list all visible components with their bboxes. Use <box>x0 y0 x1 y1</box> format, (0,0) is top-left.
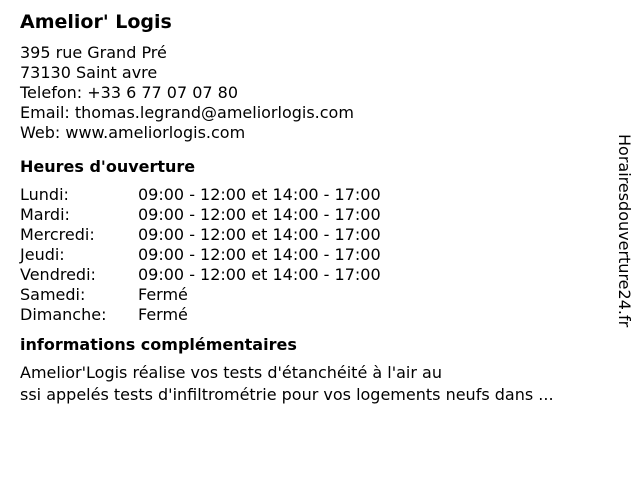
day-hours: 09:00 - 12:00 et 14:00 - 17:00 <box>138 225 381 244</box>
day-hours: Fermé <box>138 285 188 304</box>
site-watermark: Horairesdouverture24.fr <box>615 134 634 328</box>
day-label: Vendredi: <box>20 265 96 284</box>
day-hours: 09:00 - 12:00 et 14:00 - 17:00 <box>138 205 381 224</box>
street-address: 395 rue Grand Pré <box>20 43 167 62</box>
day-hours: 09:00 - 12:00 et 14:00 - 17:00 <box>138 185 381 204</box>
day-label: Samedi: <box>20 285 86 304</box>
hours-row-vendredi <box>20 265 610 285</box>
info-heading: informations complémentaires <box>20 335 297 354</box>
hours-row-mardi <box>20 205 610 225</box>
day-label: Mardi: <box>20 205 70 224</box>
day-hours: Fermé <box>138 305 188 324</box>
info-text-line-2: ssi appelés tests d'infiltrométrie pour vos logements neufs dans ... <box>20 385 554 404</box>
day-hours: 09:00 - 12:00 et 14:00 - 17:00 <box>138 265 381 284</box>
email-address: Email: thomas.legrand@ameliorlogis.com <box>20 103 354 122</box>
business-name: Amelior' Logis <box>20 11 172 33</box>
info-text-line-1: Amelior'Logis réalise vos tests d'étanchéité à l'air au <box>20 363 442 382</box>
hours-row-dimanche <box>20 305 610 325</box>
hours-row-jeudi <box>20 245 610 265</box>
hours-table <box>20 185 610 325</box>
city-address: 73130 Saint avre <box>20 63 158 82</box>
day-hours: 09:00 - 12:00 et 14:00 - 17:00 <box>138 245 381 264</box>
hours-row-mercredi <box>20 225 610 245</box>
business-card <box>20 10 610 405</box>
day-label: Dimanche: <box>20 305 107 324</box>
phone-number: Telefon: +33 6 77 07 07 80 <box>20 83 239 102</box>
website: Web: www.ameliorlogis.com <box>20 123 246 142</box>
hours-row-lundi <box>20 185 610 205</box>
day-label: Jeudi: <box>20 245 65 264</box>
day-label: Lundi: <box>20 185 69 204</box>
day-label: Mercredi: <box>20 225 95 244</box>
hours-row-samedi <box>20 285 610 305</box>
hours-heading: Heures d'ouverture <box>20 157 196 176</box>
